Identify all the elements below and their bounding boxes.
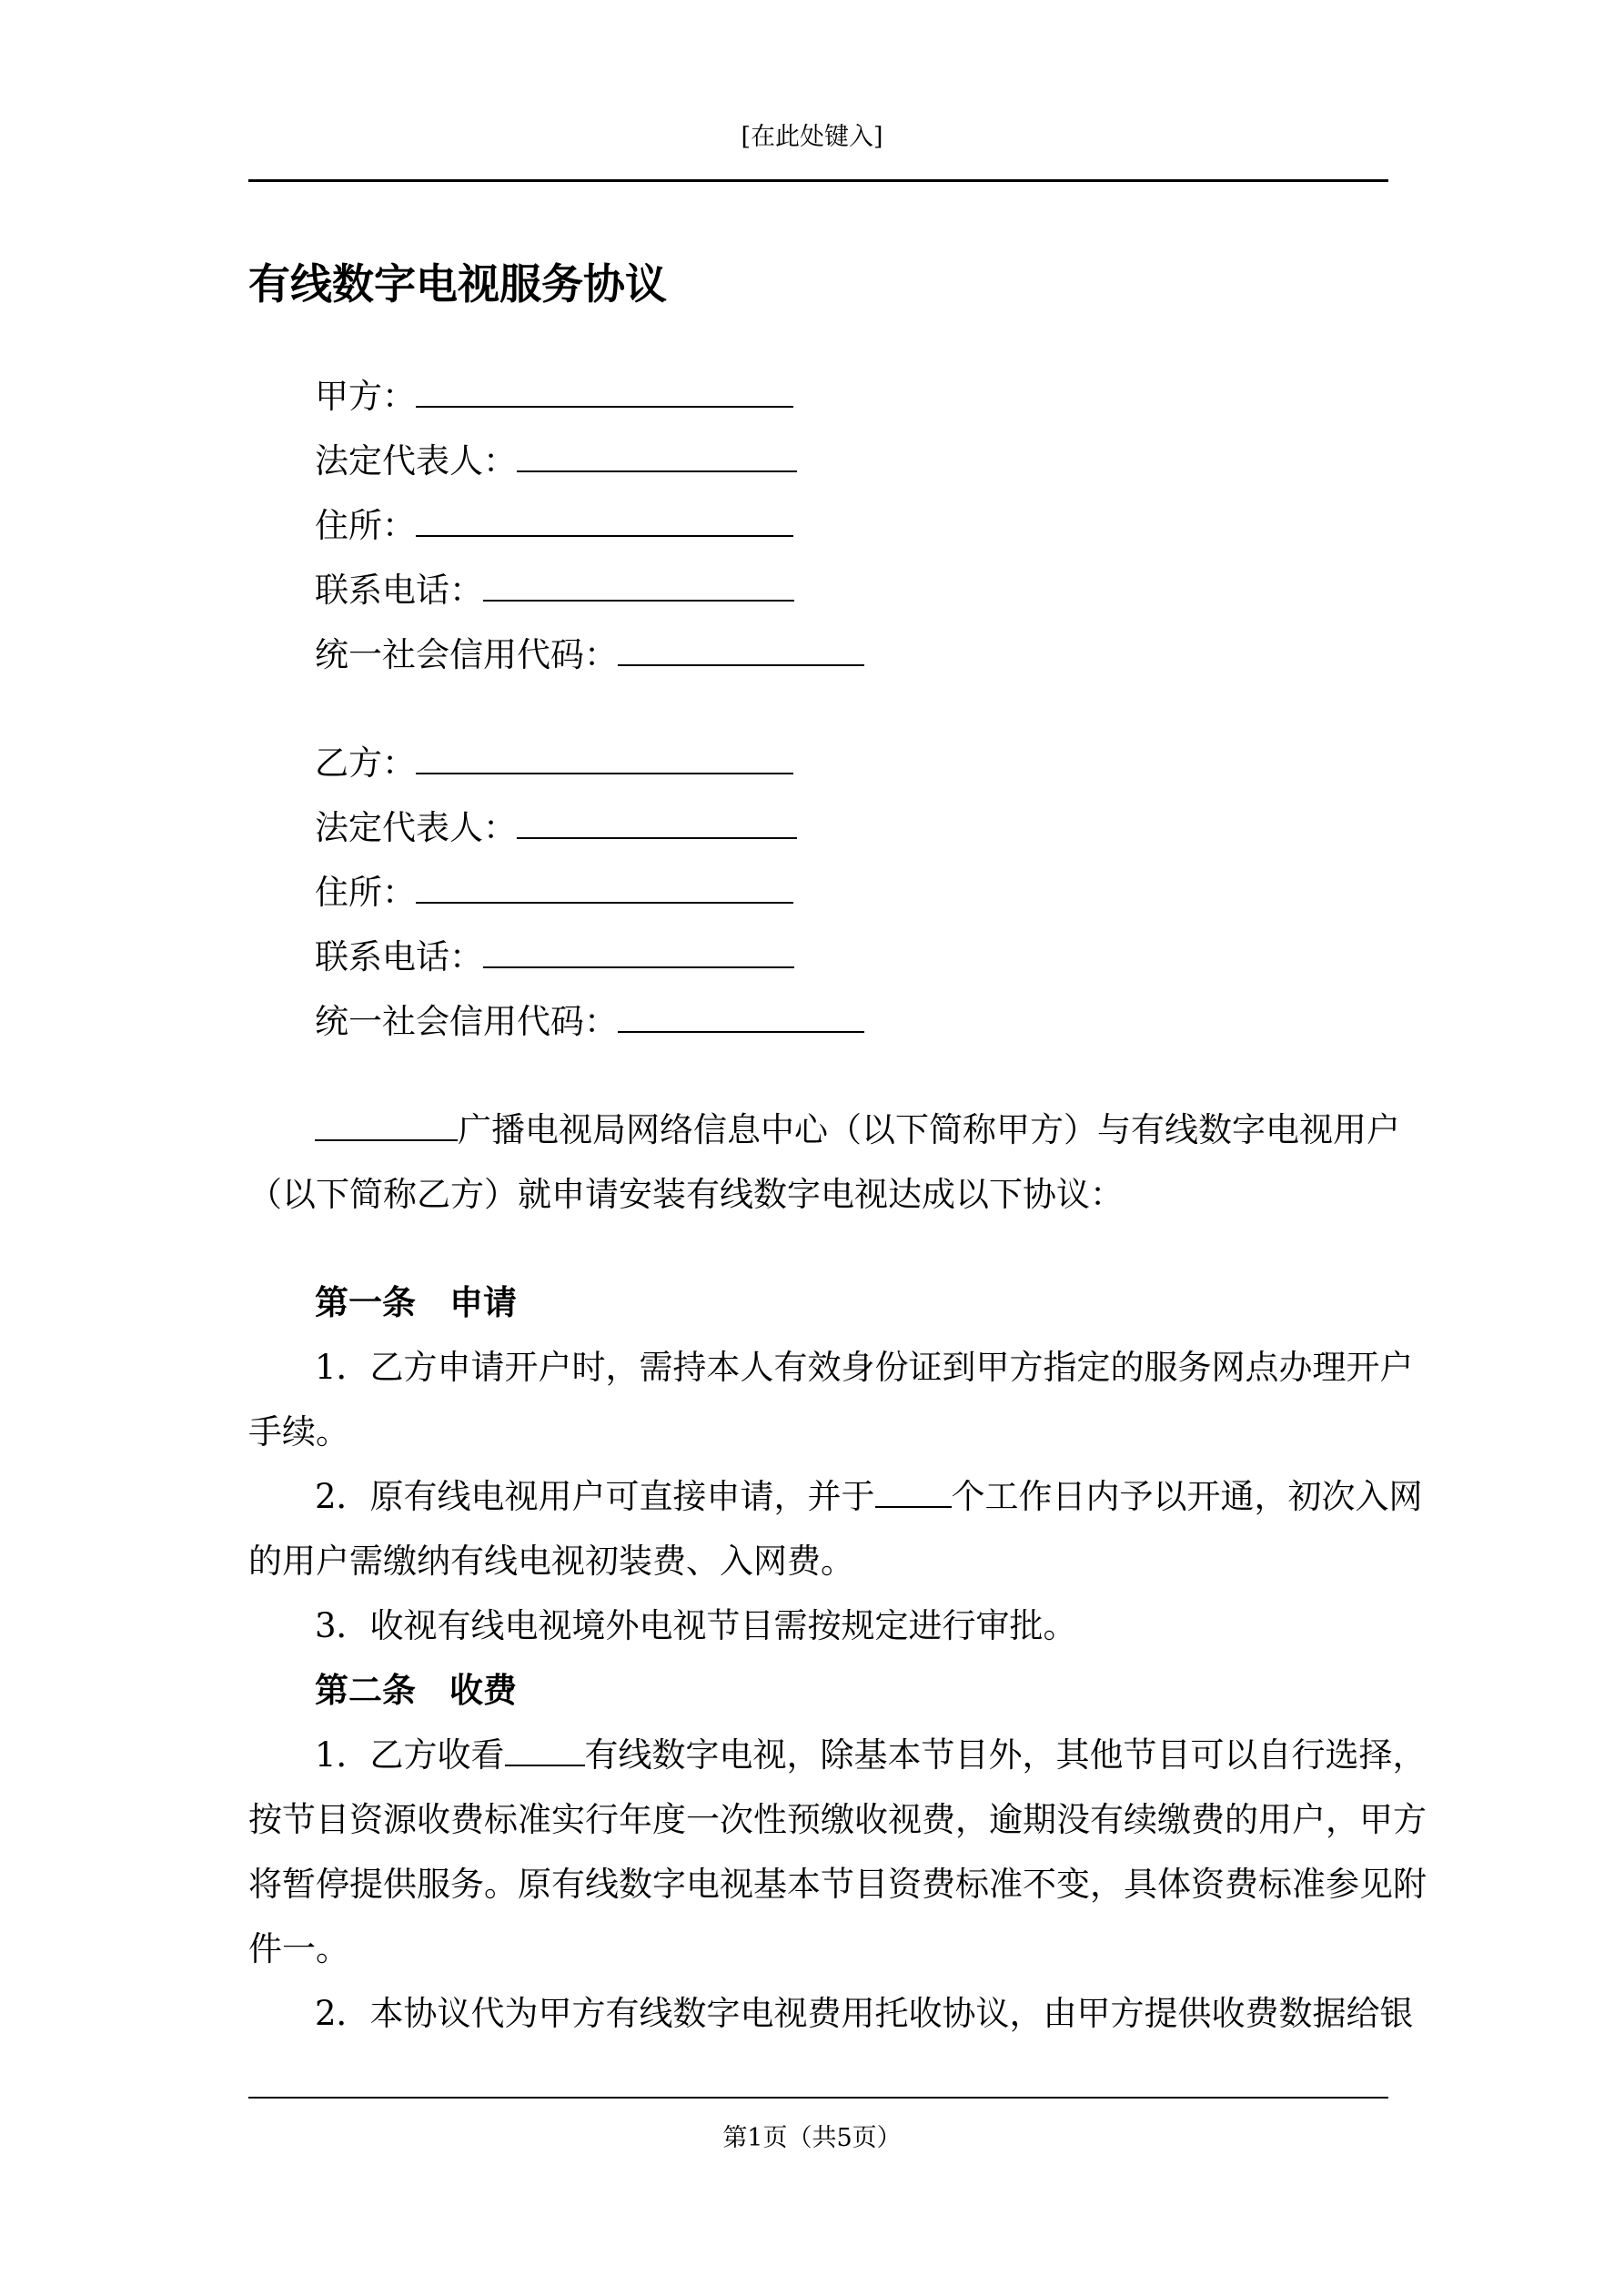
party-a-block — [248, 364, 1388, 687]
paragraph-line: 1．乙方申请开户时，需持本人有效身份证到甲方指定的服务网点办理开户 — [315, 1348, 1414, 1387]
footer-rule — [248, 2097, 1388, 2099]
party-a-phone-field — [248, 558, 1388, 622]
text: 1．乙方收看 — [315, 1735, 505, 1775]
field-label: 法定代表人： — [315, 808, 517, 847]
paragraph-line: 的用户需缴纳有线电视初装费、入网费。 — [248, 1542, 854, 1581]
field-label: 联系电话： — [315, 937, 483, 976]
document-body — [248, 364, 1427, 2046]
blank-line — [416, 745, 793, 774]
intro-paragraph — [248, 1097, 1400, 1227]
party-b-address-field — [248, 860, 1388, 925]
blank-line — [416, 875, 793, 904]
page-header[interactable]: [在此处键入] — [741, 123, 883, 151]
party-b-rep-field — [248, 795, 1388, 860]
text: 有线数字电视，除基本节目外，其他节目可以自行选择， — [584, 1735, 1427, 1775]
field-label: 乙方： — [315, 743, 416, 783]
field-label: 联系电话： — [315, 571, 483, 610]
blank-line — [483, 572, 794, 602]
party-a-rep-field — [248, 429, 1388, 493]
intro-line — [248, 1097, 1400, 1162]
text: 个工作日内予以开通，初次入网 — [951, 1477, 1423, 1516]
party-b-credit-code-field — [248, 989, 1388, 1054]
blank-line — [315, 1112, 458, 1141]
party-b-phone-field — [248, 925, 1388, 989]
header-rule — [248, 179, 1388, 182]
party-a-credit-code-field — [248, 622, 1388, 687]
field-label: 甲方： — [315, 377, 416, 416]
document-title: 有线数字电视服务协议 — [248, 259, 667, 308]
party-a-address-field — [248, 493, 1388, 558]
paragraph-line: 手续。 — [248, 1412, 349, 1451]
page-footer[interactable]: 第1页（共5页） — [722, 2124, 902, 2152]
intro-line: （以下简称乙方）就申请安装有线数字电视达成以下协议： — [248, 1175, 1124, 1214]
article-1-heading: 第一条 申请 — [315, 1283, 517, 1322]
paragraph-line: 将暂停提供服务。原有线数字电视基本节目资费标准不变，具体资费标准参见附 — [248, 1865, 1427, 1904]
paragraph-line: 按节目资源收费标准实行年度一次性预缴收视费，逾期没有续缴费的用户，甲方 — [248, 1800, 1427, 1839]
field-label: 统一社会信用代码： — [315, 1002, 618, 1041]
blank-line — [483, 939, 794, 968]
blank-line — [618, 637, 864, 666]
paragraph-line — [248, 1723, 1427, 1787]
blank-line — [505, 1737, 585, 1766]
party-b-block — [248, 731, 1388, 1054]
paragraph-line: 件一。 — [248, 1929, 349, 1968]
blank-line — [517, 443, 797, 472]
blank-line — [517, 810, 797, 839]
party-a-name-field — [248, 364, 1388, 429]
blank-line — [618, 1004, 864, 1033]
field-label: 住所： — [315, 873, 416, 912]
party-b-name-field — [248, 731, 1388, 795]
blank-line — [416, 508, 793, 537]
article-2-heading: 第二条 收费 — [315, 1671, 517, 1710]
text: 广播电视局网络信息中心（以下简称甲方）与有线数字电视用户 — [458, 1110, 1400, 1149]
field-label: 法定代表人： — [315, 441, 517, 480]
blank-line — [416, 379, 793, 408]
paragraph-line: 2．本协议代为甲方有线数字电视费用托收协议，由甲方提供收费数据给银 — [315, 1994, 1414, 2033]
text: 2．原有线电视用户可直接申请，并于 — [315, 1477, 875, 1516]
field-label: 统一社会信用代码： — [315, 635, 618, 674]
paragraph-line: 3．收视有线电视境外电视节目需按规定进行审批。 — [315, 1606, 1077, 1645]
paragraph-line — [248, 1464, 1423, 1529]
blank-line — [875, 1479, 952, 1508]
field-label: 住所： — [315, 506, 416, 545]
